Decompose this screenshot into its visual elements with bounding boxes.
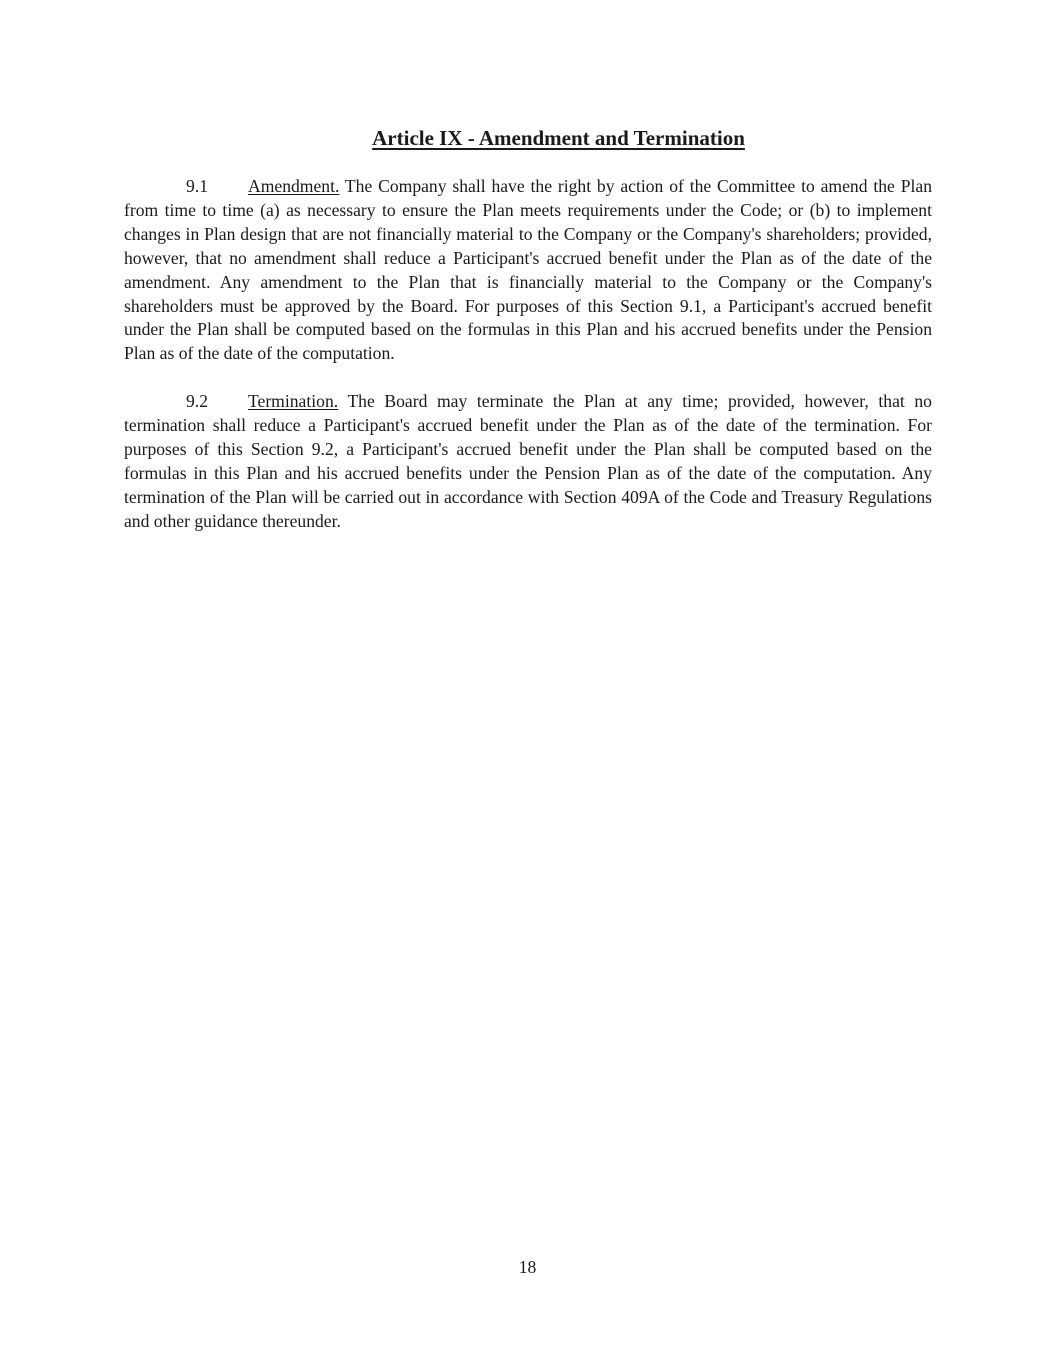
section-heading: Termination.: [248, 391, 339, 411]
section-heading: Amendment.: [248, 176, 340, 196]
section-number: 9.2: [186, 391, 208, 411]
section-body: The Board may terminate the Plan at any time; provided, however, that no termination shall reduce a Participant's accrued benefit under the Plan as of the date of the termination. For purposes of this Section 9.2, a Participant's accrued benefit under the Plan shall be computed based on the formulas in this Plan and his accrued benefits under the Pension Plan as of the date of the computation. Any termination of the Plan will be carried out in accordance with Section 409A of the Code and Treasury Regulations and other guidance thereunder.: [124, 391, 932, 531]
section-body: The Company shall have the right by action of the Committee to amend the Plan from time to time (a) as necessary to ensure the Plan meets requirements under the Code; or (b) to implement changes in Plan design that are not financially material to the Company or the Company's shareholders; provided, however, that no amendment shall reduce a Participant's accrued benefit under the Plan as of the date of the amendment. Any amendment to the Plan that is financially material to the Company or the Company's shareholders must be approved by the Board. For purposes of this Section 9.1, a Participant's accrued benefit under the Plan shall be computed based on the formulas in this Plan and his accrued benefits under the Pension Plan as of the date of the computation.: [124, 176, 932, 364]
section-9-1: [124, 175, 932, 366]
section-number: 9.1: [186, 176, 208, 196]
article-title: Article IX - Amendment and Termination: [372, 126, 745, 150]
page-number: 18: [518, 1257, 537, 1277]
section-9-2: [124, 390, 932, 533]
